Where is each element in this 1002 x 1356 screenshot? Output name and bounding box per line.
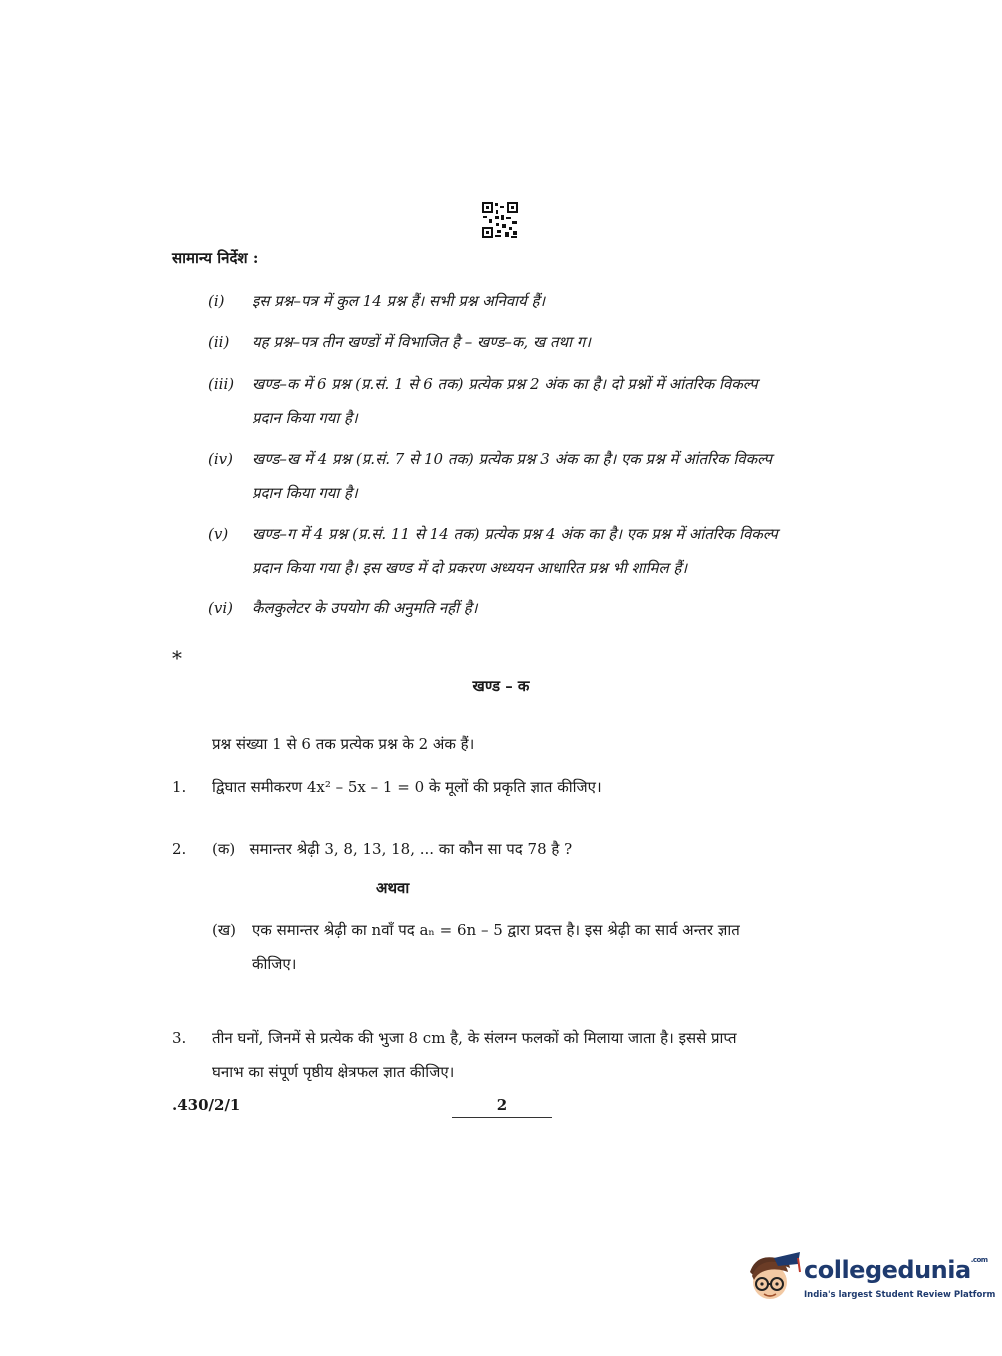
question-2: [172, 832, 812, 866]
question-text: द्विघात समीकरण 4x² – 5x – 1 = 0 के मूलों की प्रकृति ज्ञात कीजिए।: [212, 778, 602, 796]
instruction-text: खण्ड–क में 6 प्रश्न (प्र.सं. 1 से 6 तक) प्रत्येक प्रश्न 2 अंक का है। दो प्रश्नों में आंतरिक विकल्प: [252, 375, 758, 393]
section-title: खण्ड – क: [472, 677, 530, 695]
collegedunia-logo: [742, 1250, 996, 1310]
instruction-item: [208, 442, 848, 510]
logo-suffix: .com: [970, 1256, 988, 1264]
question-number: 3.: [172, 1029, 187, 1047]
instruction-text: खण्ड–ख में 4 प्रश्न (प्र.सं. 7 से 10 तक) प्रत्येक प्रश्न 3 अंक का है। एक प्रश्न में आंतरिक विकल्प: [252, 450, 773, 468]
page-number: 2: [452, 1096, 552, 1118]
option-b-text-cont: कीजिए।: [252, 955, 297, 973]
question-1: [172, 770, 812, 804]
instruction-text: कैलकुलेटर के उपयोग की अनुमति नहीं है।: [252, 599, 478, 617]
instruction-number: (i): [208, 292, 225, 310]
paper-code: .430/2/1: [172, 1096, 241, 1114]
question-text-cont: घनाभ का संपूर्ण पृष्ठीय क्षेत्रफल ज्ञात कीजिए।: [212, 1063, 455, 1081]
instruction-number: (v): [208, 525, 229, 543]
instruction-number: (vi): [208, 599, 233, 617]
instruction-number: (iv): [208, 450, 233, 468]
instruction-text: यह प्रश्न–पत्र तीन खण्डों में विभाजित है – खण्ड–क, ख तथा ग।: [252, 333, 591, 351]
instruction-number: (ii): [208, 333, 230, 351]
instruction-text: खण्ड–ग में 4 प्रश्न (प्र.सं. 11 से 14 तक) प्रत्येक प्रश्न 4 अंक का है। एक प्रश्न में आंतरिक विकल्प: [252, 525, 778, 543]
section-note: प्रश्न संख्या 1 से 6 तक प्रत्येक प्रश्न के 2 अंक हैं।: [212, 735, 475, 753]
question-3: [172, 1021, 812, 1089]
question-text: तीन घनों, जिनमें से प्रत्येक की भुजा 8 cm है, के संलग्न फलकों को मिलाया जाता है। इससे प्राप्त: [212, 1029, 737, 1047]
logo-name: collegedunia: [804, 1256, 971, 1284]
option-b: [212, 913, 812, 981]
instruction-text: इस प्रश्न–पत्र में कुल 14 प्रश्न हैं। सभी प्रश्न अनिवार्य हैं।: [252, 292, 546, 310]
or-separator: अथवा: [376, 879, 410, 897]
logo-tagline: India's largest Student Review Platform: [804, 1290, 996, 1300]
mascot-icon: [742, 1250, 802, 1310]
qr-code-icon: [481, 201, 519, 239]
option-a-text: समान्तर श्रेढ़ी 3, 8, 13, 18, ... का कौन सा पद 78 है ?: [249, 840, 573, 858]
question-number: 2.: [172, 840, 187, 858]
instruction-item: [208, 367, 848, 435]
instruction-item: [208, 325, 848, 359]
option-b-text: एक समान्तर श्रेढ़ी का nवाँ पद aₙ = 6n – 5 द्वारा प्रदत्त है। इस श्रेढ़ी का सार्व अन्तर ज्ञात: [252, 921, 740, 939]
instruction-item: [208, 591, 848, 625]
star-marker: *: [172, 646, 182, 670]
instruction-number: (iii): [208, 375, 235, 393]
instruction-text-cont: प्रदान किया गया है।: [252, 409, 358, 427]
instruction-text-cont: प्रदान किया गया है।: [252, 484, 358, 502]
general-instructions-heading: सामान्य निर्देश :: [172, 249, 259, 267]
option-b-label: (ख): [212, 921, 236, 939]
question-number: 1.: [172, 778, 187, 796]
option-a-label: (क): [212, 840, 236, 858]
instruction-item: [208, 284, 848, 318]
instruction-item: [208, 517, 848, 585]
instruction-text-cont: प्रदान किया गया है। इस खण्ड में दो प्रकरण अध्ययन आधारित प्रश्न भी शामिल हैं।: [252, 559, 688, 577]
